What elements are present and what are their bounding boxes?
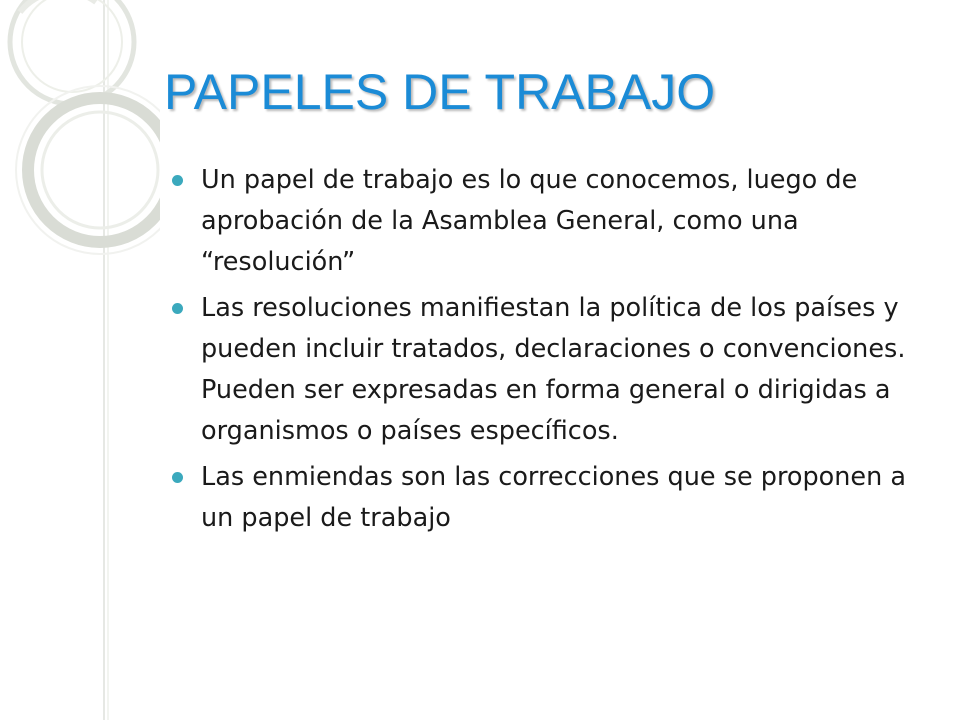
bullet-marker-icon — [172, 175, 183, 186]
bullet-list — [172, 160, 942, 544]
slide-title: PAPELES DE TRABAJO — [164, 64, 716, 120]
bullet-item — [172, 288, 942, 452]
bullet-marker-icon — [172, 303, 183, 314]
bullet-text: Un papel de trabajo es lo que conocemos, luego de aprobación de la Asamblea General, como una “resolución” — [201, 165, 858, 277]
decorative-rings-graphic — [0, 0, 160, 720]
bullet-item — [172, 457, 942, 539]
bullet-text: Las enmiendas son las correcciones que se proponen a un papel de trabajo — [201, 462, 907, 533]
bullet-marker-icon — [172, 472, 183, 483]
bullet-text: Las resoluciones manifiestan la política de los países y pueden incluir tratados, declaraciones o convenciones. Pueden ser expresadas en forma general o dirigidas a organismos o países específicos. — [201, 293, 906, 446]
bullet-item — [172, 160, 942, 283]
